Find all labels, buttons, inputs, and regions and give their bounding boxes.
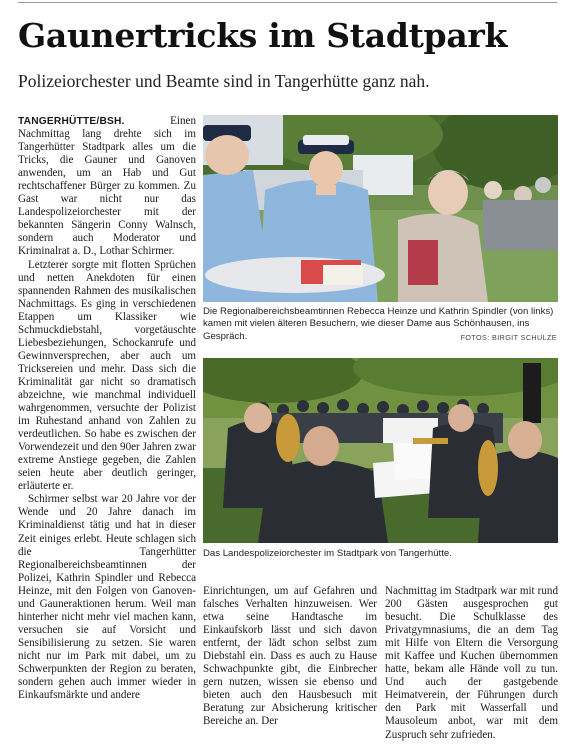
paragraph-5: Nachmittag im Stadtpark war mit rund 200 Gästen ausgesprochen gut besucht. Die Schulklasse des Privatgymnasiums, die an dem Tag mit Hilfe von Eltern die Versorgung mit Kaffee und Kuchen übernommen hatte, bekam alle Hände voll zu tun. Und auch der gastgebende Heimatverein, der Führungen durch den Park mit Wasserfall und Mausoleum anbot, war mit dem Zuspruch sehr zufrieden. [385,585,558,741]
photo-police-orchestra [203,358,558,543]
photo-credit: FOTOS: BIRGIT SCHULZE [460,333,557,342]
article-headline: Gaunertricks im Stadtpark [18,16,508,55]
paragraph-3: Schirmer selbst war 20 Jahre vor der Wende und 20 Jahre danach im Kriminaldienst tätig und hat in dieser Zeit einiges erlebt. Heute schlagen sich die Tangerhütter Regionalbereichsbeamtinnen der Polizei, Kathrin Spindler und Rebecca Heinze, mit den Folgen von Ganoven- und Gauneraktionen herum. Weil man hinterher nicht mehr viel machen kann, versuchen sie auf Vorsicht und Sensibilisierung zu setzen. Sie waren nicht nur im Park mit dabei, um zu Schwerpunkten der Region zu beraten, sondern gehen auch immer wieder in Einkaufsmärkte und andere [18,493,196,702]
article-column-2 [203,585,377,729]
paragraph-2: Letzterer sorgte mit flotten Sprüchen und netten Anekdoten für einen spannenden Rahmen des musikalischen Nachmittags. Es ging in verschiedenen Etappen um Klassiker wie Schmuckdiebstahl, vorgetäuschte Liebesbeziehungen, Schockanrufe und Gewinnversprechen, aber auch um Tricksereien und mehr. Dass sich die Kriminalität gar nicht so dramatisch abzeichne, wie manchmal individuell wahrgenommen, versuchte der Polizist im Ruhestand anhand von Zahlen zu verdeutlichen. So habe es zwischen der Vorwendezeit und den 90er Jahren zwar extreme Anstiege gegeben, die Zahlen seien heute aber deutlich geringer, erläuterte er. [18,258,196,493]
article-column-3 [385,585,558,742]
article-column-1 [18,115,196,702]
dateline: TANGERHÜTTE/BSH. [18,116,125,127]
article-subheadline: Polizeiorchester und Beamte sind in Tangerhütte ganz nah. [18,71,430,91]
photo-police-officers-with-visitor [203,115,558,302]
paragraph-1-text: Einen Nachmittag lang drehte sich im Tangerhütter Stadtpark alles um die Tricks, die Gauner und Ganoven anwenden, um an Hab und Gut rechtschaffener Bürger zu kommen. Zu Gast war nicht nur das Landespolizeiorchester mit der bekannten Sängerin Conny Walnsch, sondern auch Moderator und Kriminalrat a. D., Lothar Schirmer. [18,115,196,258]
paragraph-4: Einrichtungen, um auf Gefahren und falsches Verhalten hinzuweisen. Wer etwa seine Handtasche im Einkaufskorb lässt und sich davon entfernt, der lädt schon selbst zum Diebstahl ein. Dass es auch zu Hause Schwachpunkte gibt, die Einbrecher gern nutzen, wissen sie ebenso und bieten auch den Hausbesuch mit Beratung zur Absicherung kritischer Bereiche an. Der [203,585,377,728]
photo2-caption: Das Landespolizeiorchester im Stadtpark von Tangerhütte. [203,548,452,559]
top-rule [18,2,557,3]
paragraph-1 [18,115,196,259]
photo1-caption: Die Regionalbereichsbeamtinnen Rebecca Heinze und Kathrin Spindler (von links) kamen mit vielen älteren Besuchern, wie dieser Dame aus Schönhausen, ins Gespräch. [203,306,554,342]
